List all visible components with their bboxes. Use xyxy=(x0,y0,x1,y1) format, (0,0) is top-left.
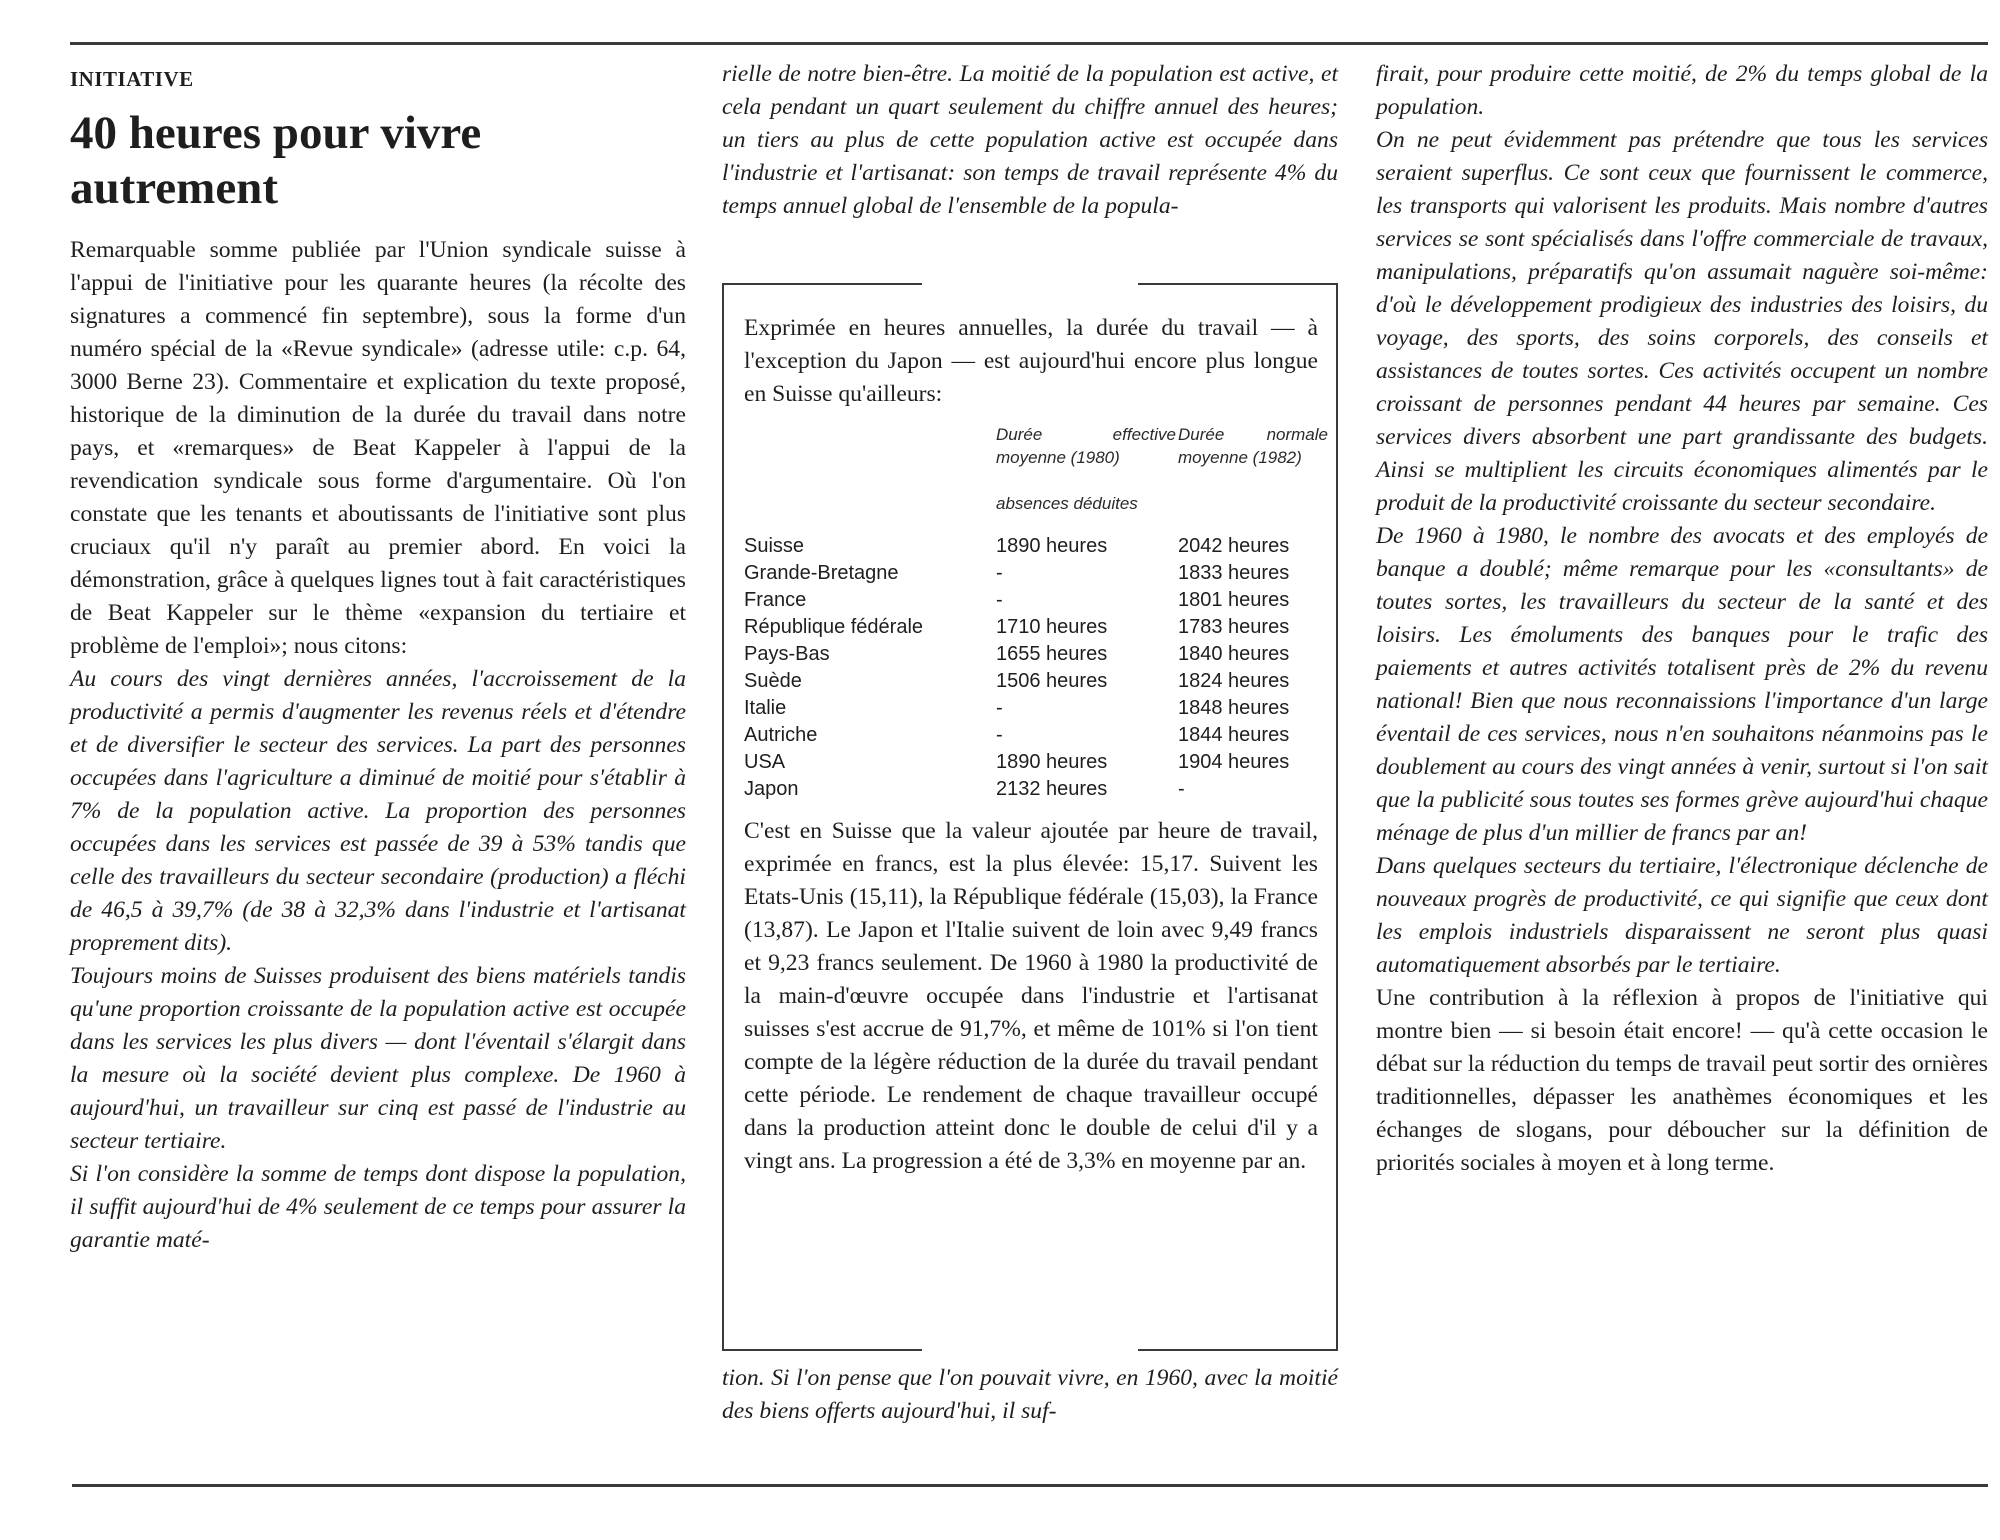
box-outro: C'est en Suisse que la valeur ajoutée par heure de travail, exprimée en francs, est la plus élevée: 15,17. Suivent les Etats-Unis (15,11), la République fédérale (15,03), la France (13,87). Le Japon et l'Italie suivent de loin avec 9,49 francs et 9,23 francs seulement. De 1960 à 1980 la productivité de la main-d'œuvre occupée dans l'industrie et l'artisanat suisses s'est accrue de 91,7%, et même de 101% si l'on tient compte de la légère réduction de la durée du travail pendant cette période. Le rendement de chaque travailleur occupé dans la production atteint donc le double de celui d'il y a vingt ans. La progression a été de 3,3% en moyenne par an. xyxy=(744,818,1318,1174)
table-cell-country: France xyxy=(744,589,807,611)
column-1 xyxy=(70,58,686,1257)
table-cell-normal: 2042 heures xyxy=(1178,535,1290,557)
quote-paragraph-2: Toujours moins de Suisses produisent des biens matériels tandis qu'une proportion croissante de la population active est occupée dans les services les plus divers — dont l'éventail s'élargit dans la mesure où la société devient plus complexe. De 1960 à aujourd'hui, un travailleur sur cinq est passé de l'industrie au secteur tertiaire. xyxy=(70,963,686,1154)
table-cell-normal: 1848 heures xyxy=(1178,697,1290,719)
table-body xyxy=(744,533,1318,803)
table-cell-effective: - xyxy=(996,562,1003,584)
column-3-paragraph-2: On ne peut évidemment pas prétendre que tous les services seraient superflus. Ce sont ceux que fournissent le commerce, les transports qui valorisent les produits. Mais nombre d'autres services se sont spécialisés dans l'offre commerciale de travaux, manipulations, préparatifs qu'on assumait naguère soi-même: d'où le développement prodigieux des industries des loisirs, du voyage, des sports, des soins corporels, des conseils et assistances de toutes sortes. Ces activités occupent un nombre croissant de personnes pendant 44 heures par semaine. Ces services divers absorbent une part grandissante des budgets. Ainsi se multiplient les circuits économiques alimentés par le produit de la productivité croissante du secteur secondaire. xyxy=(1376,127,1988,516)
table-cell-normal: 1844 heures xyxy=(1178,724,1290,746)
column-2-top xyxy=(722,58,1338,223)
box-intro: Exprimée en heures annuelles, la durée du travail — à l'exception du Japon — est aujourd'hui encore plus longue en Suisse qu'ailleurs: xyxy=(744,315,1318,407)
headline-line-2: autrement xyxy=(70,162,278,214)
table-row xyxy=(744,533,1318,560)
section-kicker: INITIATIVE xyxy=(70,67,194,91)
table-cell-normal: 1904 heures xyxy=(1178,751,1290,773)
table-cell-effective: 1710 heures xyxy=(996,616,1108,638)
table-row xyxy=(744,560,1318,587)
table-row xyxy=(744,749,1318,776)
quote-paragraph-1: Au cours des vingt dernières années, l'accroissement de la productivité a permis d'augmenter les revenus réels et d'étendre et de diversifier le secteur des services. La part des personnes occupées dans l'agriculture a diminué de moitié pour s'établir à 7% de la population active. La proportion des personnes occupées dans les services est passée de 39 à 53% tandis que celle des travailleurs du secteur secondaire (production) a fléchi de 46,5 à 39,7% (de 38 à 32,3% dans l'industrie et l'artisanat proprement dits). xyxy=(70,666,686,956)
table-cell-normal: 1783 heures xyxy=(1178,616,1290,638)
column-3-paragraph-3: De 1960 à 1980, le nombre des avocats et des employés de banque a doublé; même remarque pour les «consultants» de toutes sortes, les travailleurs du secteur de la santé et des loisirs. Les émoluments des banques pour le trafic des paiements et autres activités totalisent près de 2% du revenu national! Bien que nous reconnaissions l'importance d'un large éventail de ces services, nous n'en souhaitons néanmoins pas le doublement au cours des vingt années à venir, surtout si l'on sait que la publicité sous toutes ses formes grève aujourd'hui chaque ménage de plus d'un millier de francs par an! xyxy=(1376,523,1988,846)
table-header-effective: Durée effective moyenne (1980) xyxy=(996,425,1176,467)
table-cell-normal: 1801 heures xyxy=(1178,589,1290,611)
sidebar-box-content xyxy=(744,312,1328,1178)
table-cell-effective: 1890 heures xyxy=(996,751,1108,773)
table-cell-effective: 1506 heures xyxy=(996,670,1108,692)
quote-paragraph-3: Si l'on considère la somme de temps dont dispose la population, il suffit aujourd'hui de 4% seulement de ce temps pour assurer la garantie maté- xyxy=(70,1161,686,1253)
column-2-bottom-text: tion. Si l'on pense que l'on pouvait vivre, en 1960, avec la moitié des biens offerts aujourd'hui, il suf- xyxy=(722,1365,1338,1424)
intro-paragraph: Remarquable somme publiée par l'Union syndicale suisse à l'appui de l'initiative pour les quarante heures (la récolte des signatures a commencé fin septembre), sous la forme d'un numéro spécial de la «Revue syndicale» (adresse utile: c.p. 64, 3000 Berne 23). Commentaire et explication du texte proposé, historique de la diminution de la durée du travail dans notre pays, et «remarques» de Beat Kappeler à l'appui de la revendication syndicale sous forme d'argumentaire. Où l'on constate que les tenants et aboutissants de l'initiative sont plus cruciaux qu'il n'y paraît au premier abord. En voici la démonstration, grâce à quelques lignes tout à fait caractéristiques de Beat Kappeler sur le thème «expansion du tertiaire et problème de l'emploi»; nous citons: xyxy=(70,237,686,659)
top-rule xyxy=(70,42,1988,45)
column-3 xyxy=(1376,58,1988,1180)
column-3-paragraph-5: Une contribution à la réflexion à propos de l'initiative qui montre bien — si besoin était encore! — qu'à cette occasion le débat sur la réduction du temps de travail peut sortir des ornières traditionnelles, dépasser les anathèmes économiques et les échanges de slogans, pour déboucher sur la définition de priorités sociales à moyen et à long terme. xyxy=(1376,985,1988,1176)
table-row xyxy=(744,695,1318,722)
table-cell-effective: - xyxy=(996,697,1003,719)
table-cell-country: Pays-Bas xyxy=(744,643,830,665)
box-top-left-cap xyxy=(722,283,922,285)
table-cell-country: USA xyxy=(744,751,786,773)
table-header-normal: Durée normale moyenne (1982) xyxy=(1178,425,1328,467)
column-3-paragraph-1: firait, pour produire cette moitié, de 2% du temps global de la population. xyxy=(1376,61,1988,120)
table-cell-country: Grande-Bretagne xyxy=(744,562,899,584)
table-cell-country: Suède xyxy=(744,670,802,692)
article-headline xyxy=(70,106,686,216)
box-top-right-cap xyxy=(1138,283,1338,285)
table-cell-normal: 1833 heures xyxy=(1178,562,1290,584)
table-cell-normal: 1824 heures xyxy=(1178,670,1290,692)
headline-line-1: 40 heures pour vivre xyxy=(70,107,482,159)
table-cell-country: Autriche xyxy=(744,724,818,746)
table-cell-effective: - xyxy=(996,589,1003,611)
table-row xyxy=(744,722,1318,749)
table-cell-effective: 2132 heures xyxy=(996,778,1108,800)
table-cell-effective: - xyxy=(996,724,1003,746)
sidebar-box xyxy=(722,284,1338,1350)
column-2-top-text: rielle de notre bien-être. La moitié de la population est active, et cela pendant un quart seulement du chiffre annuel des heures; un tiers au plus de cette population active est occupée dans l'industrie et l'artisanat: son temps de travail représente 4% du temps annuel global de l'ensemble de la popula- xyxy=(722,61,1338,219)
table-cell-normal: - xyxy=(1178,778,1185,800)
table-header-sub: absences déduites xyxy=(996,494,1138,513)
bottom-rule xyxy=(72,1484,1988,1487)
table-row xyxy=(744,776,1318,803)
column-3-paragraph-4: Dans quelques secteurs du tertiaire, l'électronique déclenche de nouveaux progrès de productivité, ce qui signifie que ceux dont les emplois industriels disparaissent ne seront plus quasi automatiquement absorbés par le tertiaire. xyxy=(1376,853,1988,978)
table-row xyxy=(744,614,1318,641)
box-bottom-left-cap xyxy=(722,1349,922,1351)
table-cell-normal: 1840 heures xyxy=(1178,643,1290,665)
table-cell-effective: 1655 heures xyxy=(996,643,1108,665)
table-cell-country: Italie xyxy=(744,697,787,719)
table-cell-country: Japon xyxy=(744,778,799,800)
table-row xyxy=(744,587,1318,614)
table-cell-country: Suisse xyxy=(744,535,805,557)
table-cell-effective: 1890 heures xyxy=(996,535,1108,557)
hours-table xyxy=(744,423,1328,803)
table-row xyxy=(744,668,1318,695)
box-bottom-right-cap xyxy=(1138,1349,1338,1351)
table-header xyxy=(744,423,1328,533)
table-row xyxy=(744,641,1318,668)
table-cell-country: République fédérale xyxy=(744,616,924,638)
